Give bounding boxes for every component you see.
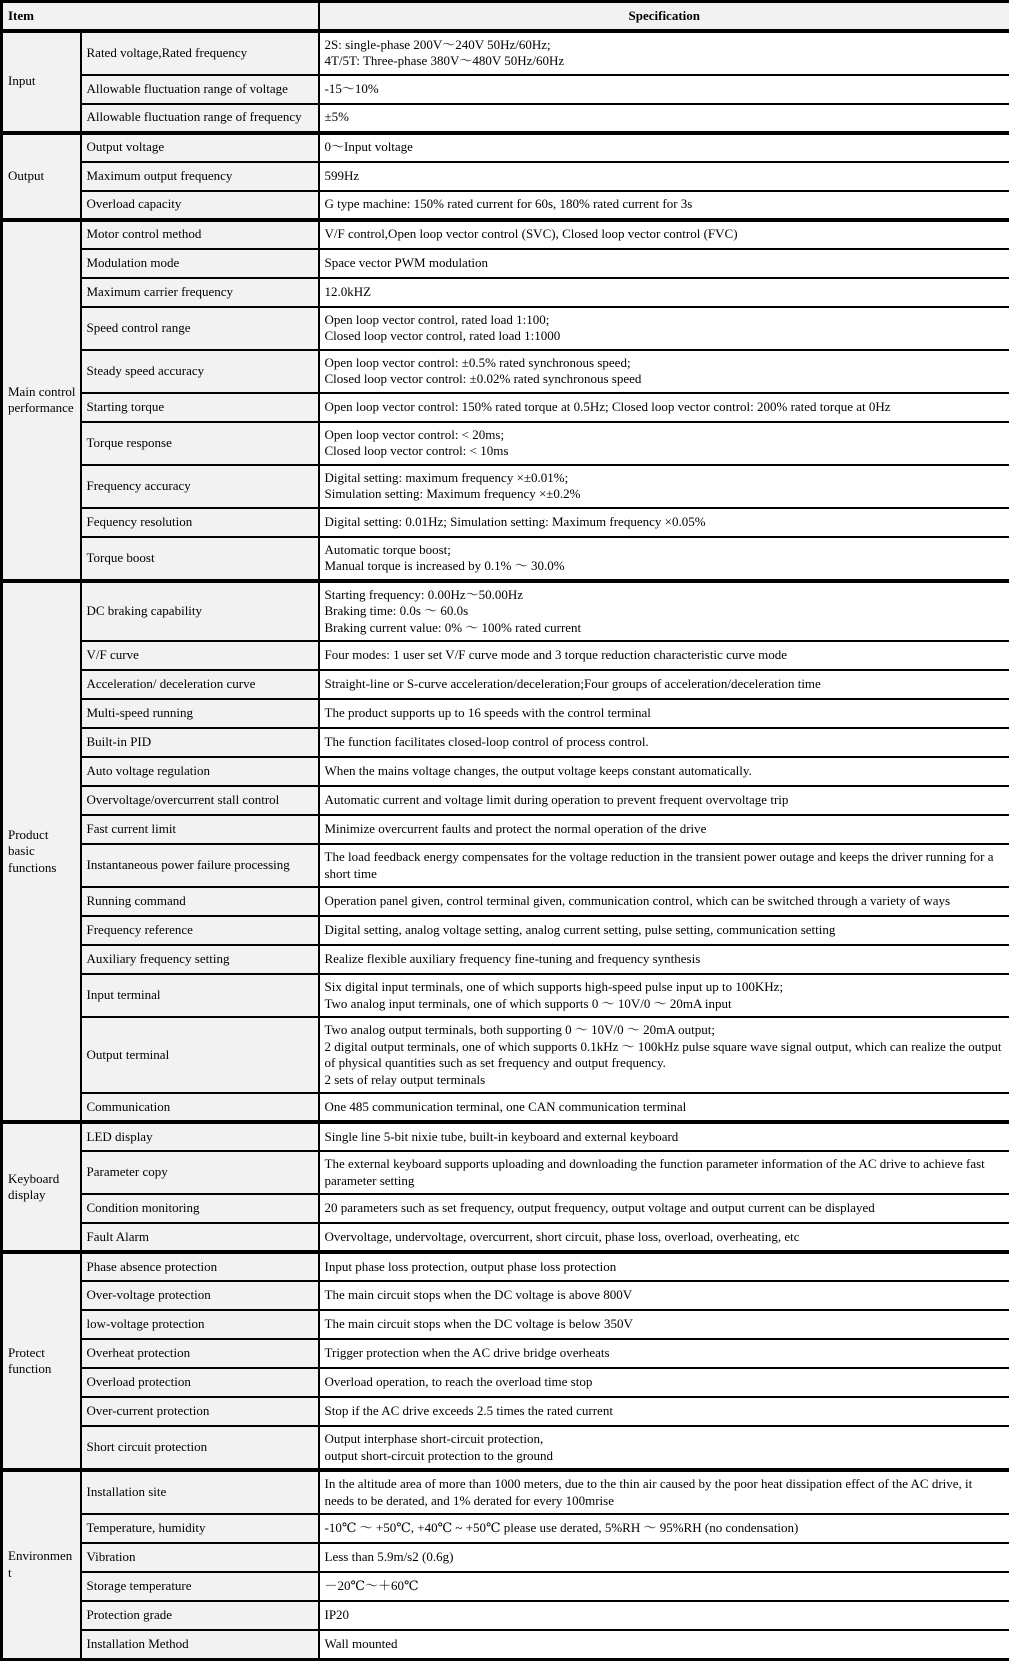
table-row bbox=[2, 1601, 1009, 1630]
spec-line: One 485 communication terminal, one CAN communication terminal bbox=[325, 1099, 1006, 1116]
spec-line: -15～10% bbox=[325, 81, 1006, 98]
table-row bbox=[2, 1397, 1009, 1426]
table-row bbox=[2, 581, 1009, 642]
table-row bbox=[2, 465, 1009, 508]
spec-cell bbox=[319, 974, 1009, 1017]
table-row bbox=[2, 1368, 1009, 1397]
item-cell: Communication bbox=[81, 1093, 319, 1122]
spec-line: Realize flexible auxiliary frequency fine-tuning and frequency synthesis bbox=[325, 951, 1006, 968]
spec-line: 2 sets of relay output terminals bbox=[325, 1072, 1006, 1089]
spec-line: The load feedback energy compensates for the voltage reduction in the transient power outage and keeps the driver running for a short time bbox=[325, 849, 1006, 882]
spec-line: Two analog input terminals, one of which supports 0 ～ 10V/0 ～ 20mA input bbox=[325, 996, 1006, 1013]
spec-cell bbox=[319, 815, 1009, 844]
spec-line: Open loop vector control: 150% rated torque at 0.5Hz; Closed loop vector control: 200% rated torque at 0Hz bbox=[325, 399, 1006, 416]
table-row bbox=[2, 508, 1009, 537]
table-row bbox=[2, 422, 1009, 465]
spec-line: The external keyboard supports uploading and downloading the function parameter information of the AC drive to achieve fast parameter setting bbox=[325, 1156, 1006, 1189]
table-row bbox=[2, 278, 1009, 307]
table-row bbox=[2, 757, 1009, 786]
spec-cell bbox=[319, 278, 1009, 307]
table-row bbox=[2, 393, 1009, 422]
spec-cell bbox=[319, 350, 1009, 393]
spec-cell bbox=[319, 393, 1009, 422]
spec-cell bbox=[319, 1630, 1009, 1659]
spec-line: Six digital input terminals, one of which supports high-speed pulse input up to 100KHz; bbox=[325, 979, 1006, 996]
table-row bbox=[2, 1514, 1009, 1543]
spec-line: When the mains voltage changes, the output voltage keeps constant automatically. bbox=[325, 763, 1006, 780]
table-row bbox=[2, 1470, 1009, 1514]
item-cell: Overload capacity bbox=[81, 191, 319, 220]
table-row bbox=[2, 1426, 1009, 1470]
table-row bbox=[2, 1017, 1009, 1093]
spec-cell bbox=[319, 1572, 1009, 1601]
table-row bbox=[2, 1572, 1009, 1601]
item-cell: Acceleration/ deceleration curve bbox=[81, 670, 319, 699]
item-cell: Allowable fluctuation range of frequency bbox=[81, 104, 319, 133]
group-cell-environment: Environment bbox=[2, 1470, 81, 1659]
spec-cell bbox=[319, 757, 1009, 786]
spec-cell bbox=[319, 1339, 1009, 1368]
spec-cell bbox=[319, 916, 1009, 945]
table-row bbox=[2, 220, 1009, 249]
item-cell: Condition monitoring bbox=[81, 1194, 319, 1223]
table-row bbox=[2, 887, 1009, 916]
group-cell-output: Output bbox=[2, 133, 81, 220]
item-cell: Maximum carrier frequency bbox=[81, 278, 319, 307]
group-cell-protect-function: Protect function bbox=[2, 1252, 81, 1470]
table-row bbox=[2, 1543, 1009, 1572]
item-cell: Temperature, humidity bbox=[81, 1514, 319, 1543]
spec-cell bbox=[319, 1151, 1009, 1194]
spec-line: Two analog output terminals, both supporting 0 ～ 10V/0 ～ 20mA output; bbox=[325, 1022, 1006, 1039]
table-row bbox=[2, 1281, 1009, 1310]
item-cell: Instantaneous power failure processing bbox=[81, 844, 319, 887]
table-row bbox=[2, 728, 1009, 757]
item-cell: Steady speed accuracy bbox=[81, 350, 319, 393]
item-cell: V/F curve bbox=[81, 641, 319, 670]
table-row bbox=[2, 699, 1009, 728]
table-row bbox=[2, 815, 1009, 844]
item-cell: Frequency reference bbox=[81, 916, 319, 945]
spec-cell bbox=[319, 1281, 1009, 1310]
item-cell: LED display bbox=[81, 1122, 319, 1151]
spec-line: IP20 bbox=[325, 1607, 1006, 1624]
item-cell: Frequency accuracy bbox=[81, 465, 319, 508]
spec-cell bbox=[319, 1017, 1009, 1093]
spec-cell bbox=[319, 422, 1009, 465]
item-cell: Short circuit protection bbox=[81, 1426, 319, 1470]
spec-line: 12.0kHZ bbox=[325, 284, 1006, 301]
spec-line: Closed loop vector control: ±0.02% rated synchronous speed bbox=[325, 371, 1006, 388]
spec-line: －20℃～＋60℃ bbox=[325, 1578, 1006, 1595]
item-cell: Storage temperature bbox=[81, 1572, 319, 1601]
spec-line: Less than 5.9m/s2 (0.6g) bbox=[325, 1549, 1006, 1566]
table-row bbox=[2, 104, 1009, 133]
table-row bbox=[2, 1151, 1009, 1194]
item-cell: Fequency resolution bbox=[81, 508, 319, 537]
spec-line: Automatic torque boost; bbox=[325, 542, 1006, 559]
spec-cell bbox=[319, 307, 1009, 350]
spec-line: 599Hz bbox=[325, 168, 1006, 185]
table-row bbox=[2, 1630, 1009, 1659]
table-row bbox=[2, 916, 1009, 945]
item-cell: Input terminal bbox=[81, 974, 319, 1017]
item-cell: Rated voltage,Rated frequency bbox=[81, 31, 319, 75]
spec-line: Trigger protection when the AC drive bridge overheats bbox=[325, 1345, 1006, 1362]
table-row bbox=[2, 31, 1009, 75]
spec-cell bbox=[319, 537, 1009, 581]
spec-cell bbox=[319, 1514, 1009, 1543]
table-row bbox=[2, 1223, 1009, 1252]
group-cell-input: Input bbox=[2, 31, 81, 133]
spec-cell bbox=[319, 191, 1009, 220]
table-row bbox=[2, 786, 1009, 815]
spec-cell bbox=[319, 1122, 1009, 1151]
spec-line: Minimize overcurrent faults and protect the normal operation of the drive bbox=[325, 821, 1006, 838]
spec-cell bbox=[319, 887, 1009, 916]
table-row bbox=[2, 307, 1009, 350]
spec-line: Digital setting: maximum frequency ×±0.01%; bbox=[325, 470, 1006, 487]
header-row bbox=[2, 2, 1009, 31]
spec-cell bbox=[319, 31, 1009, 75]
spec-line: 2 digital output terminals, one of which supports 0.1kHz ～ 100kHz pulse square wave signal output, which can realize the output of physical quantities such as set frequency and output frequency. bbox=[325, 1039, 1006, 1072]
spec-line: 4T/5T: Three-phase 380V～480V 50Hz/60Hz bbox=[325, 53, 1006, 70]
spec-line: ±5% bbox=[325, 109, 1006, 126]
spec-cell bbox=[319, 699, 1009, 728]
spec-cell bbox=[319, 220, 1009, 249]
item-cell: Torque boost bbox=[81, 537, 319, 581]
item-cell: Running command bbox=[81, 887, 319, 916]
spec-line: Output interphase short-circuit protection, bbox=[325, 1431, 1006, 1448]
spec-line: Digital setting, analog voltage setting, analog current setting, pulse setting, communication setting bbox=[325, 922, 1006, 939]
spec-line: Starting frequency: 0.00Hz～50.00Hz bbox=[325, 587, 1006, 604]
spec-line: -10℃ ～ +50℃, +40℃ ~ +50℃ please use derated, 5%RH ～ 95%RH (no condensation) bbox=[325, 1520, 1006, 1537]
spec-cell bbox=[319, 1194, 1009, 1223]
item-cell: Over-voltage protection bbox=[81, 1281, 319, 1310]
table-row bbox=[2, 1310, 1009, 1339]
spec-cell bbox=[319, 1368, 1009, 1397]
spec-line: Overload operation, to reach the overload time stop bbox=[325, 1374, 1006, 1391]
spec-line: The main circuit stops when the DC voltage is below 350V bbox=[325, 1316, 1006, 1333]
spec-line: The function facilitates closed-loop control of process control. bbox=[325, 734, 1006, 751]
table-row bbox=[2, 249, 1009, 278]
spec-line: Open loop vector control, rated load 1:100; bbox=[325, 312, 1006, 329]
group-cell-product-basic-functions: Product basic functions bbox=[2, 581, 81, 1123]
spec-line: Operation panel given, control terminal given, communication control, which can be switched through a variety of ways bbox=[325, 893, 1006, 910]
spec-line: V/F control,Open loop vector control (SVC), Closed loop vector control (FVC) bbox=[325, 226, 1006, 243]
item-cell: Modulation mode bbox=[81, 249, 319, 278]
column-header-item: Item bbox=[2, 2, 319, 31]
item-cell: Installation site bbox=[81, 1470, 319, 1514]
item-cell: Overheat protection bbox=[81, 1339, 319, 1368]
spec-line: output short-circuit protection to the ground bbox=[325, 1448, 1006, 1465]
table-row bbox=[2, 1194, 1009, 1223]
spec-cell bbox=[319, 1397, 1009, 1426]
spec-line: Open loop vector control: ±0.5% rated synchronous speed; bbox=[325, 355, 1006, 372]
group-cell-main-control-performance: Main control performance bbox=[2, 220, 81, 581]
item-cell: Protection grade bbox=[81, 1601, 319, 1630]
spec-line: 0～Input voltage bbox=[325, 139, 1006, 156]
table-row bbox=[2, 1122, 1009, 1151]
spec-cell bbox=[319, 465, 1009, 508]
item-cell: Maximum output frequency bbox=[81, 162, 319, 191]
item-cell: Fast current limit bbox=[81, 815, 319, 844]
spec-line: G type machine: 150% rated current for 60s, 180% rated current for 3s bbox=[325, 196, 1006, 213]
item-cell: Overload protection bbox=[81, 1368, 319, 1397]
table-row bbox=[2, 350, 1009, 393]
spec-cell bbox=[319, 1426, 1009, 1470]
table-row bbox=[2, 844, 1009, 887]
table-row bbox=[2, 641, 1009, 670]
table-row bbox=[2, 670, 1009, 699]
spec-cell bbox=[319, 945, 1009, 974]
spec-cell bbox=[319, 1601, 1009, 1630]
table-row bbox=[2, 974, 1009, 1017]
spec-line: Open loop vector control: < 20ms; bbox=[325, 427, 1006, 444]
spec-line: Closed loop vector control, rated load 1:1000 bbox=[325, 328, 1006, 345]
group-cell-keyboard-display: Keyboard display bbox=[2, 1122, 81, 1252]
spec-line: Single line 5-bit nixie tube, built-in keyboard and external keyboard bbox=[325, 1129, 1006, 1146]
spec-line: Braking time: 0.0s ～ 60.0s bbox=[325, 603, 1006, 620]
spec-line: Space vector PWM modulation bbox=[325, 255, 1006, 272]
spec-line: Straight-line or S-curve acceleration/deceleration;Four groups of acceleration/deceleration time bbox=[325, 676, 1006, 693]
item-cell: Fault Alarm bbox=[81, 1223, 319, 1252]
item-cell: Torque response bbox=[81, 422, 319, 465]
item-cell: DC braking capability bbox=[81, 581, 319, 642]
table-row bbox=[2, 537, 1009, 581]
spec-line: Closed loop vector control: < 10ms bbox=[325, 443, 1006, 460]
spec-cell bbox=[319, 1543, 1009, 1572]
table-row bbox=[2, 1339, 1009, 1368]
spec-line: Simulation setting: Maximum frequency ×±0.2% bbox=[325, 486, 1006, 503]
spec-cell bbox=[319, 162, 1009, 191]
item-cell: Output voltage bbox=[81, 133, 319, 162]
column-header-specification: Specification bbox=[319, 2, 1009, 31]
spec-line: Stop if the AC drive exceeds 2.5 times the rated current bbox=[325, 1403, 1006, 1420]
table-row bbox=[2, 191, 1009, 220]
item-cell: Built-in PID bbox=[81, 728, 319, 757]
table-row bbox=[2, 75, 1009, 104]
spec-cell bbox=[319, 786, 1009, 815]
item-cell: Motor control method bbox=[81, 220, 319, 249]
spec-cell bbox=[319, 1470, 1009, 1514]
item-cell: Installation Method bbox=[81, 1630, 319, 1659]
table-row bbox=[2, 162, 1009, 191]
spec-line: In the altitude area of more than 1000 meters, due to the thin air caused by the poor heat dissipation effect of the AC drive, it needs to be derated, and 1% derated for every 100mrise bbox=[325, 1476, 1006, 1509]
spec-cell bbox=[319, 249, 1009, 278]
spec-line: Wall mounted bbox=[325, 1636, 1006, 1653]
spec-cell bbox=[319, 1093, 1009, 1122]
spec-line: The main circuit stops when the DC voltage is above 800V bbox=[325, 1287, 1006, 1304]
spec-line: Four modes: 1 user set V/F curve mode and 3 torque reduction characteristic curve mode bbox=[325, 647, 1006, 664]
table-row bbox=[2, 133, 1009, 162]
spec-line: Overvoltage, undervoltage, overcurrent, short circuit, phase loss, overload, overheating, etc bbox=[325, 1229, 1006, 1246]
spec-line: 2S: single-phase 200V～240V 50Hz/60Hz; bbox=[325, 37, 1006, 54]
spec-cell bbox=[319, 104, 1009, 133]
spec-cell bbox=[319, 641, 1009, 670]
item-cell: Overvoltage/overcurrent stall control bbox=[81, 786, 319, 815]
item-cell: Parameter copy bbox=[81, 1151, 319, 1194]
table-row bbox=[2, 945, 1009, 974]
spec-cell bbox=[319, 670, 1009, 699]
item-cell: Auto voltage regulation bbox=[81, 757, 319, 786]
table-row bbox=[2, 1093, 1009, 1122]
spec-line: Automatic current and voltage limit during operation to prevent frequent overvoltage trip bbox=[325, 792, 1006, 809]
item-cell: Auxiliary frequency setting bbox=[81, 945, 319, 974]
spec-line: Manual torque is increased by 0.1% ～ 30.0% bbox=[325, 558, 1006, 575]
spec-cell bbox=[319, 1223, 1009, 1252]
spec-line: Braking current value: 0% ～ 100% rated current bbox=[325, 620, 1006, 637]
spec-line: Digital setting: 0.01Hz; Simulation setting: Maximum frequency ×0.05% bbox=[325, 514, 1006, 531]
table-row bbox=[2, 1252, 1009, 1281]
spec-line: Input phase loss protection, output phase loss protection bbox=[325, 1259, 1006, 1276]
item-cell: Output terminal bbox=[81, 1017, 319, 1093]
item-cell: Speed control range bbox=[81, 307, 319, 350]
spec-cell bbox=[319, 508, 1009, 537]
spec-cell bbox=[319, 728, 1009, 757]
item-cell: low-voltage protection bbox=[81, 1310, 319, 1339]
item-cell: Multi-speed running bbox=[81, 699, 319, 728]
item-cell: Vibration bbox=[81, 1543, 319, 1572]
spec-cell bbox=[319, 133, 1009, 162]
item-cell: Starting torque bbox=[81, 393, 319, 422]
item-cell: Over-current protection bbox=[81, 1397, 319, 1426]
item-cell: Allowable fluctuation range of voltage bbox=[81, 75, 319, 104]
spec-cell bbox=[319, 75, 1009, 104]
spec-cell bbox=[319, 844, 1009, 887]
spec-cell bbox=[319, 1252, 1009, 1281]
spec-line: 20 parameters such as set frequency, output frequency, output voltage and output current can be displayed bbox=[325, 1200, 1006, 1217]
spec-cell bbox=[319, 581, 1009, 642]
spec-cell bbox=[319, 1310, 1009, 1339]
item-cell: Phase absence protection bbox=[81, 1252, 319, 1281]
spec-line: The product supports up to 16 speeds with the control terminal bbox=[325, 705, 1006, 722]
